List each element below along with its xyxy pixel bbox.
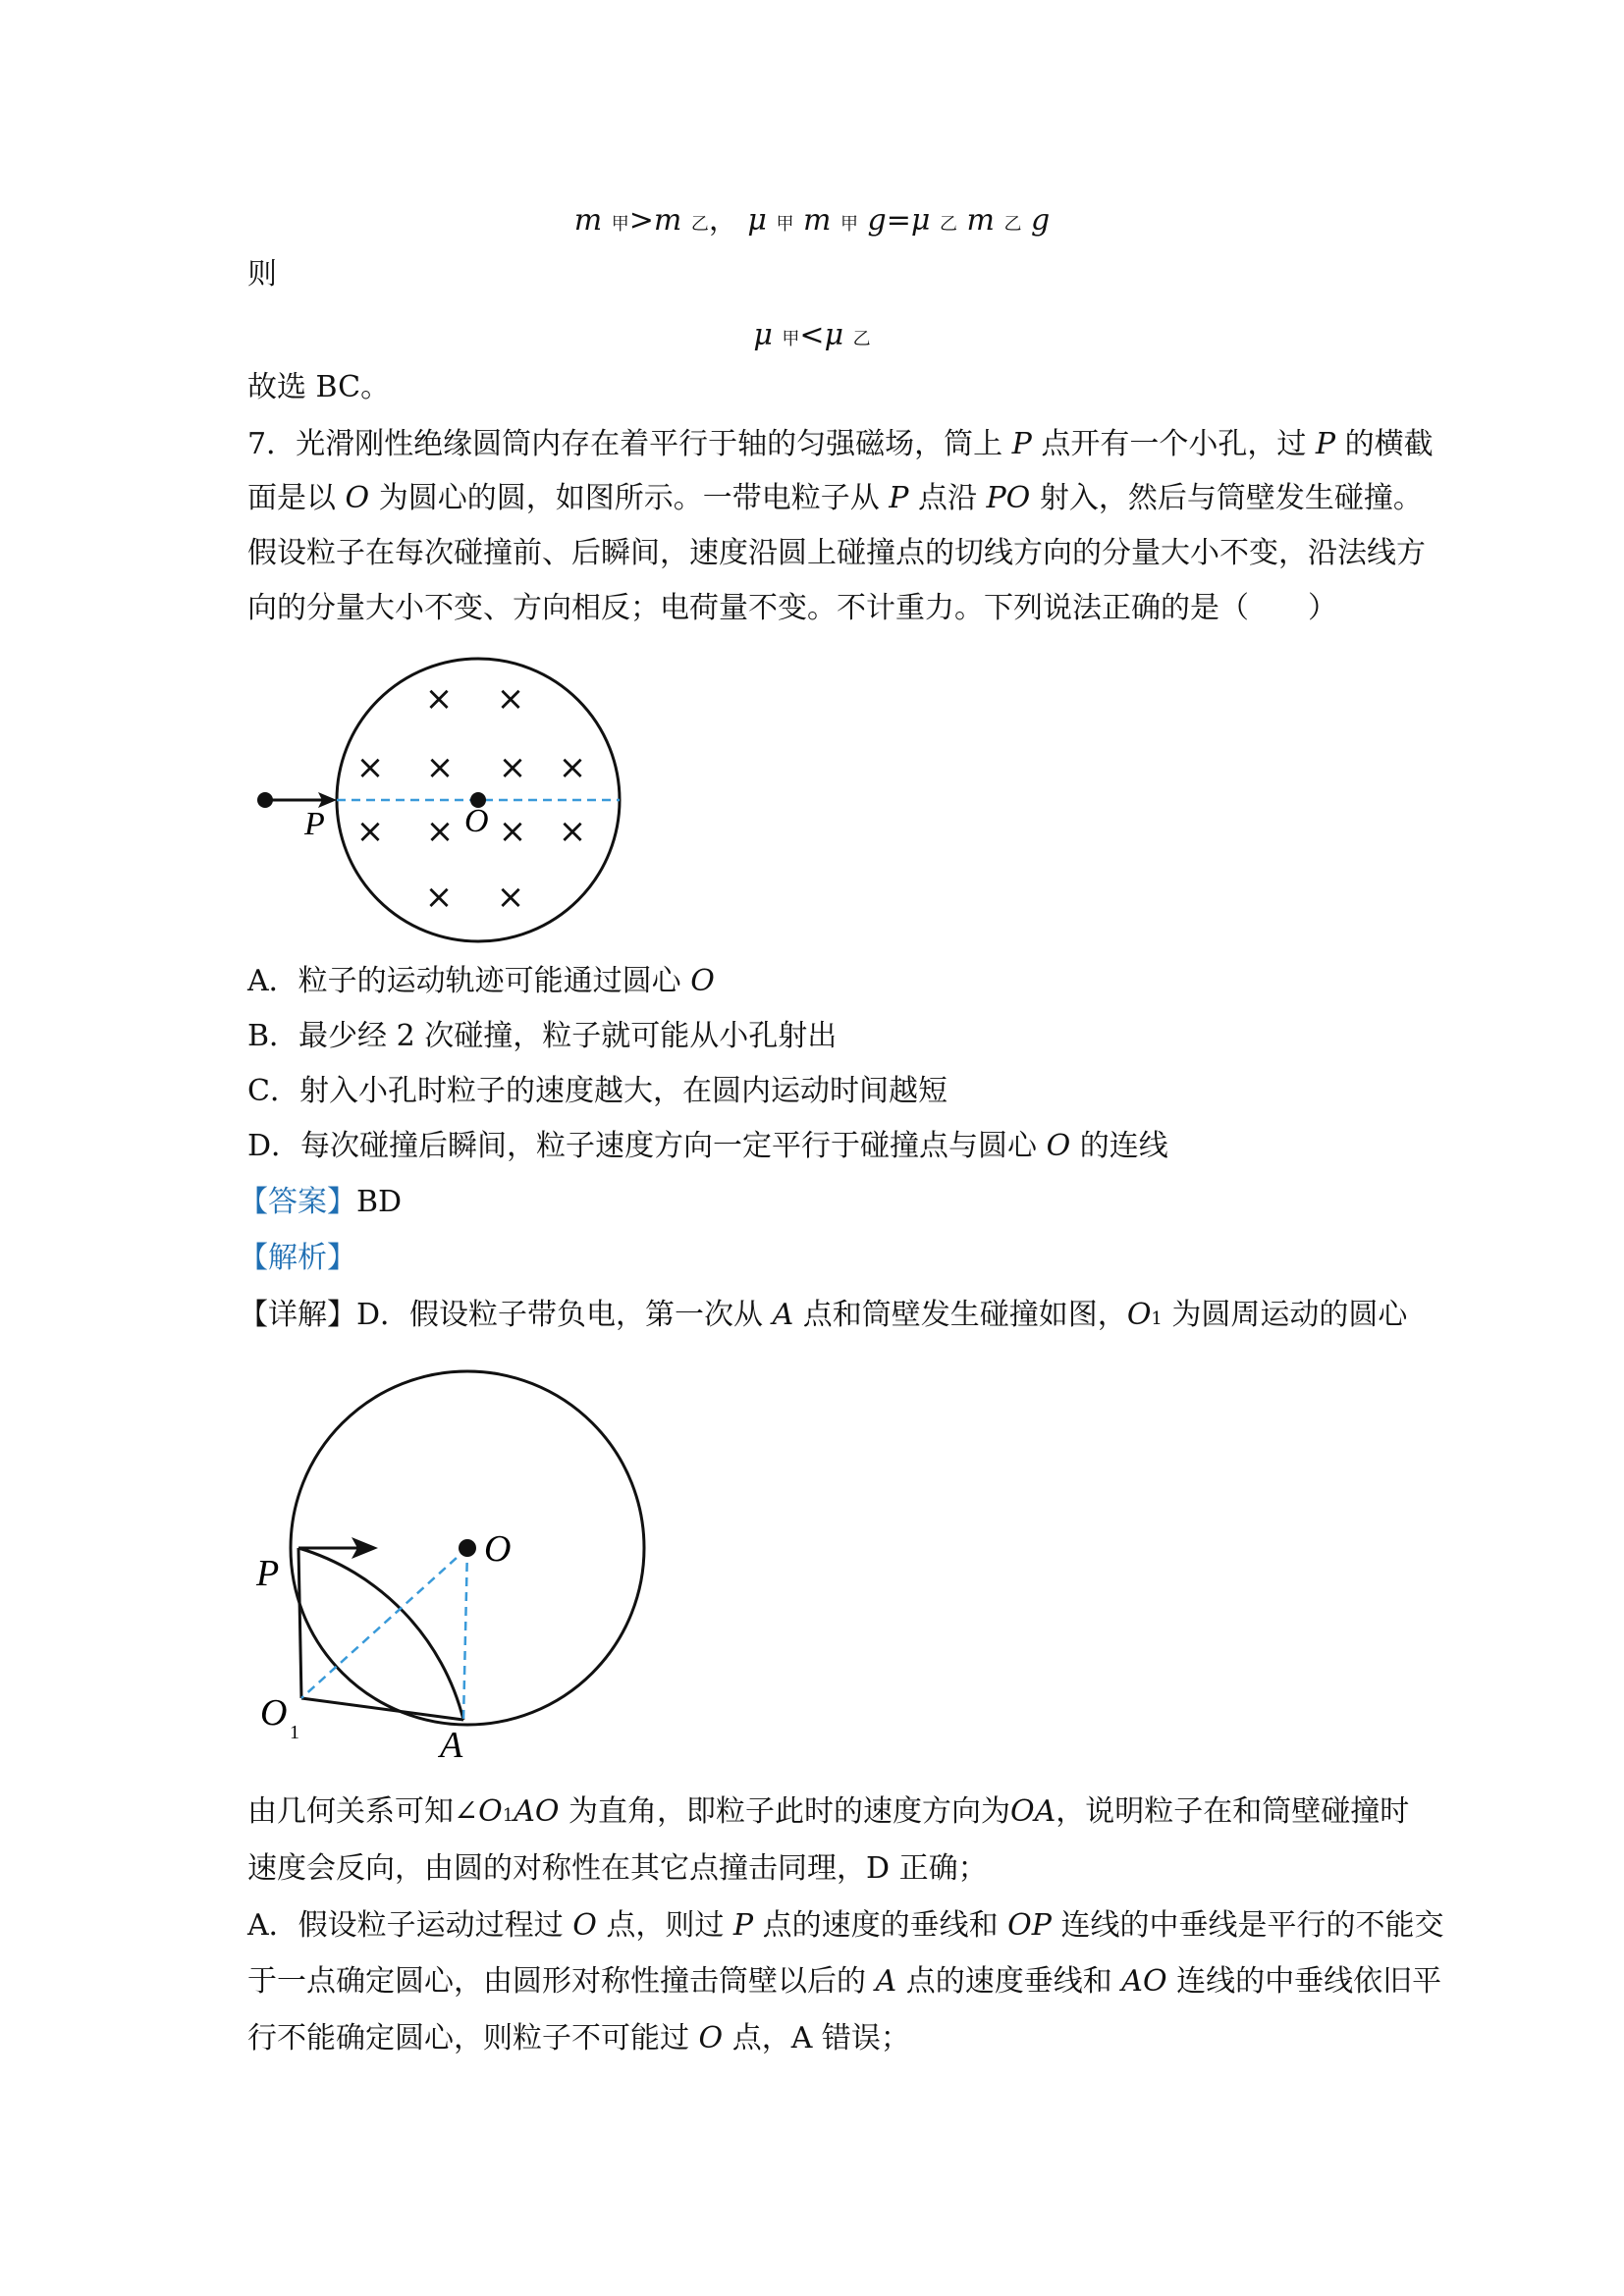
center-dot bbox=[459, 1539, 476, 1557]
cross-icon: × bbox=[425, 748, 455, 787]
paragraph-1-line1: 由几何关系可知∠O1AO 为直角，即粒子此时的速度方向为OA，说明粒子在和筒壁碰撞时 bbox=[247, 1794, 1410, 1829]
label-O1: O bbox=[260, 1692, 288, 1734]
equation-mass-friction: m 甲>m 乙， μ 甲 m 甲 g=μ 乙 m 乙 g bbox=[573, 203, 1051, 238]
analysis-label: 【解析】 bbox=[239, 1241, 356, 1275]
cross-icon: × bbox=[558, 812, 587, 851]
question-7-line4: 向的分量大小不变、方向相反；电荷量不变。不计重力。下列说法正确的是（ ） bbox=[247, 591, 1337, 625]
paragraph-2-line1: A．假设粒子运动过程过 O 点，则过 P 点的速度的垂线和 OP 连线的中垂线是平行的不能交 bbox=[247, 1908, 1444, 1943]
answer-value: BD bbox=[356, 1185, 403, 1219]
question-7-line1: 7．光滑刚性绝缘圆筒内存在着平行于轴的匀强磁场，筒上 P 点开有一个小孔，过 P 的横截 bbox=[247, 427, 1434, 461]
cross-icon: × bbox=[424, 878, 454, 917]
particle-trajectory bbox=[298, 1548, 463, 1720]
paragraph-1-line2: 速度会反向，由圆的对称性在其它点撞击同理，D 正确； bbox=[247, 1851, 988, 1886]
figure-magnetic-cylinder bbox=[236, 638, 628, 933]
radius-O1-P bbox=[298, 1548, 301, 1698]
dashed-O-A bbox=[463, 1548, 467, 1720]
option-B: B．最少经 2 次碰撞，粒子就可能从小孔射出 bbox=[247, 1019, 838, 1053]
label-P: P bbox=[304, 806, 325, 842]
figure-collision-geometry bbox=[236, 1355, 668, 1766]
cross-icon: × bbox=[496, 679, 525, 719]
cross-icon: × bbox=[496, 878, 525, 917]
label-O1-subscript: 1 bbox=[290, 1722, 299, 1743]
question-7-line3: 假设粒子在每次碰撞前、后瞬间，速度沿圆上碰撞点的切线方向的分量大小不变，沿法线方 bbox=[247, 536, 1426, 570]
equation-friction-compare: μ 甲<μ 乙 bbox=[753, 318, 871, 352]
choose-text: 故选 BC。 bbox=[247, 370, 391, 404]
cross-icon: × bbox=[355, 748, 385, 787]
cross-icon: × bbox=[498, 748, 527, 787]
answer-label: 【答案】 bbox=[239, 1185, 356, 1219]
option-A: A．粒子的运动轨迹可能通过圆心 O bbox=[247, 964, 715, 998]
question-7-line2: 面是以 O 为圆心的圆，如图所示。一带电粒子从 P 点沿 PO 射入，然后与筒壁发生碰撞。 bbox=[247, 481, 1423, 515]
cross-icon: × bbox=[498, 812, 527, 851]
paragraph-2-line3: 行不能确定圆心，则粒子不可能过 O 点，A 错误； bbox=[247, 2021, 910, 2056]
option-C: C．射入小孔时粒子的速度越大，在圆内运动时间越短 bbox=[247, 1074, 947, 1108]
dashed-O-O1 bbox=[301, 1548, 467, 1698]
cross-icon: × bbox=[355, 812, 385, 851]
detail-line: 【详解】D．假设粒子带负电，第一次从 A 点和筒壁发生碰撞如图，O1 为圆周运动的圆心 bbox=[239, 1298, 1408, 1332]
cross-icon: × bbox=[424, 679, 454, 719]
option-D: D．每次碰撞后瞬间，粒子速度方向一定平行于碰撞点与圆心 O 的连线 bbox=[247, 1129, 1168, 1163]
label-O: O bbox=[484, 1528, 512, 1570]
paragraph-2-line2: 于一点确定圆心，由圆形对称性撞击筒壁以后的 A 点的速度垂线和 AO 连线的中垂线依旧平 bbox=[247, 1964, 1442, 1999]
label-A: A bbox=[440, 1725, 463, 1766]
cross-icon: × bbox=[558, 748, 587, 787]
answer-line bbox=[239, 1183, 402, 1222]
then-text: 则 bbox=[247, 257, 277, 292]
label-P: P bbox=[256, 1553, 280, 1594]
label-O: O bbox=[464, 803, 489, 839]
cross-icon: × bbox=[425, 812, 455, 851]
